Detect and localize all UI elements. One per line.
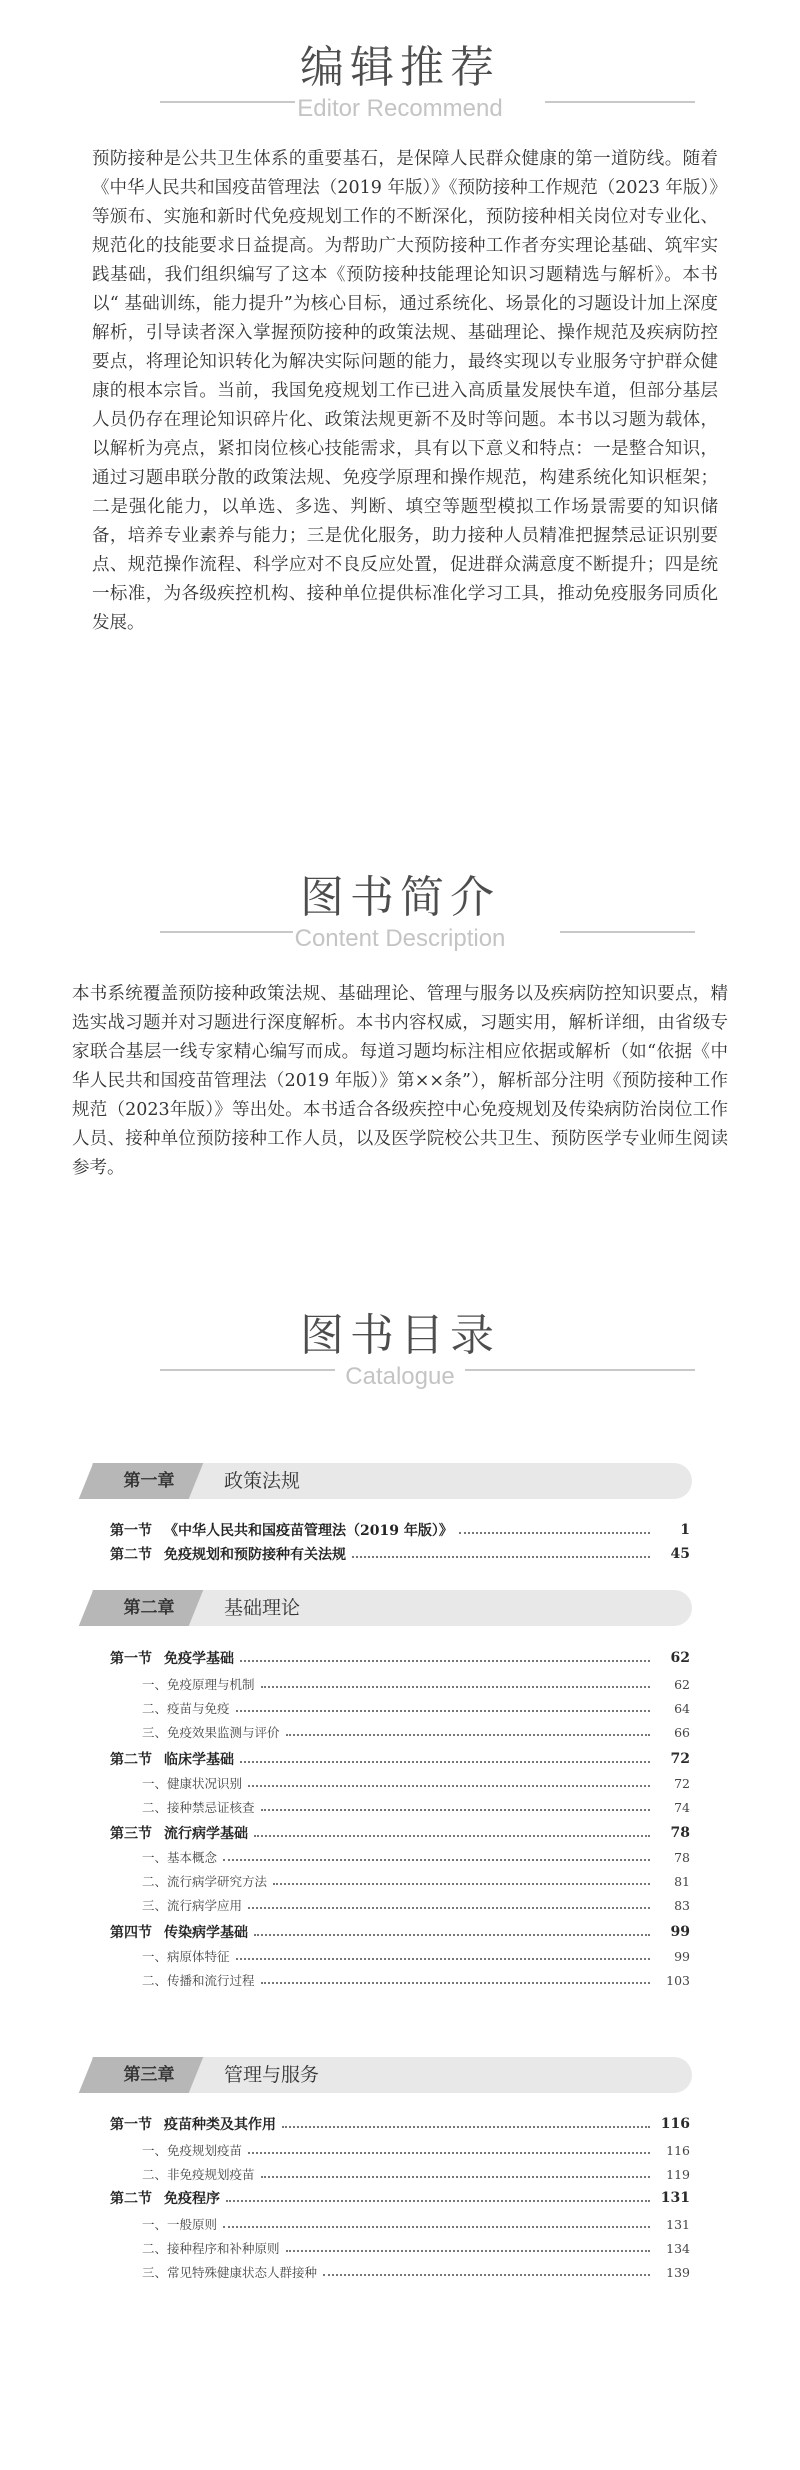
editor-subtitle: Editor Recommend [297,95,503,122]
toc-page-number: 99 [670,1924,690,1940]
editor-title: 编辑推荐 [300,42,500,93]
catalogue-header [0,1310,800,1392]
toc-leader-dots [254,1934,650,1936]
editor-header [0,42,800,124]
toc-page-number: 64 [674,1700,690,1716]
toc-subsection-row [110,2139,690,2161]
editor-subtitle-row [0,94,800,124]
toc-entry-label: 二、流行病学研究方法 [142,1874,268,1889]
toc-entry-label: 二、接种禁忌证核查 [142,1800,255,1815]
toc-entry-label: 传染病学基础 [164,1925,248,1941]
divider-line [465,1369,695,1371]
toc-entry-label: 免疫学基础 [164,1651,234,1667]
toc-entry-label: 免疫规划和预防接种有关法规 [164,1547,346,1563]
toc-entry-label: 二、非免疫规划疫苗 [142,2167,255,2182]
toc-entry-label: 二、传播和流行过程 [142,1973,255,1988]
toc-page-number: 66 [674,1724,690,1740]
toc-leader-dots [323,2274,650,2276]
toc-leader-dots [226,2200,650,2202]
chapter-number: 第三章 [123,2065,175,2085]
divider-line [160,1369,335,1371]
toc-leader-dots [273,1883,650,1885]
toc-entry-label: 一、一般原则 [142,2217,218,2232]
toc-subsection-row [110,2237,690,2259]
catalogue-subtitle-row [0,1362,800,1392]
catalogue-subtitle: Catalogue [345,1363,455,1390]
toc-section-number: 第二节 [110,1752,152,1768]
toc-page-number: 131 [666,2216,690,2232]
toc-page-number: 99 [674,1948,690,1964]
toc-page-number: 78 [674,1849,690,1865]
chapter-name: 管理与服务 [224,2064,320,2086]
toc-page-number: 131 [660,2190,690,2206]
divider-line [545,101,695,103]
toc-entry-label: 三、常见特殊健康状态人群接种 [142,2265,318,2280]
chapter-header [92,1590,692,1626]
toc-entry-label: 疫苗种类及其作用 [164,2117,276,2133]
toc-page-number: 72 [674,1775,690,1791]
toc-section-number: 第一节 [110,1523,152,1539]
toc-entry-label: 一、健康状况识别 [142,1776,243,1791]
toc-page-number: 119 [666,2166,690,2182]
toc-entry-label: 一、病原体特征 [142,1949,230,1964]
catalogue-title: 图书目录 [300,1310,500,1361]
toc-subsection-row [110,2163,690,2185]
toc-entry-label: 《中华人民共和国疫苗管理法（2019 年版）》 [164,1523,453,1539]
toc-page-number: 72 [670,1751,690,1767]
toc-page-number: 45 [670,1546,690,1562]
toc-entry-label: 一、免疫原理与机制 [142,1677,255,1692]
toc-subsection-row [110,1772,690,1794]
toc-page-number: 134 [666,2240,690,2256]
toc-leader-dots [248,1785,650,1787]
toc-page-number: 81 [674,1873,690,1889]
toc-leader-dots [286,1734,650,1736]
toc-subsection-row [110,1846,690,1868]
toc-leader-dots [223,1859,650,1861]
toc-page-number: 62 [674,1676,690,1692]
chapter-number: 第一章 [123,1471,175,1491]
intro-subtitle: Content Description [294,925,506,952]
toc-leader-dots [282,2126,650,2128]
toc-entry-label: 二、疫苗与免疫 [142,1701,230,1716]
toc-section-row [110,1921,690,1943]
chapter-name: 基础理论 [224,1597,301,1619]
toc-section-row [110,2113,690,2135]
toc-entry-label: 二、接种程序和补种原则 [142,2241,280,2256]
toc-entry-label: 免疫程序 [164,2191,220,2207]
chapter-header [92,2057,692,2093]
toc-section-row [110,1543,690,1565]
toc-subsection-row [110,1894,690,1916]
toc-entry-label: 流行病学基础 [164,1826,248,1842]
toc-page-number: 78 [670,1825,690,1841]
toc-leader-dots [223,2226,650,2228]
toc-section-number: 第四节 [110,1925,152,1941]
toc-leader-dots [352,1556,650,1558]
toc-section-number: 第二节 [110,2191,152,2207]
toc-subsection-row [110,2213,690,2235]
toc-leader-dots [240,1660,650,1662]
toc-section-row [110,1519,690,1541]
toc-page-number: 116 [660,2116,690,2132]
toc-entry-label: 三、免疫效果监测与评价 [142,1725,280,1740]
divider-line [560,931,695,933]
toc-leader-dots [261,2176,650,2178]
toc-section-row [110,1748,690,1770]
toc-leader-dots [240,1761,650,1763]
toc-subsection-row [110,1697,690,1719]
intro-header [0,872,800,954]
toc-page-number: 103 [666,1972,690,1988]
toc-section-number: 第一节 [110,2117,152,2133]
toc-leader-dots [286,2250,650,2252]
toc-subsection-row [110,1945,690,1967]
toc-subsection-row [110,1969,690,1991]
toc-entry-label: 临床学基础 [164,1752,234,1768]
toc-leader-dots [248,1907,650,1909]
toc-subsection-row [110,2261,690,2283]
toc-section-row [110,2187,690,2209]
intro-body: 本书系统覆盖预防接种政策法规、基础理论、管理与服务以及疾病防控知识要点，精选实战习题并对习题进行深度解析。本书内容权威，习题实用，解析详细，由省级专家联合基层一线专家精心编写而成。每道习题均标注相应依据或解析（如“依据《中华人民共和国疫苗管理法（2019 年版）》第××条”），解析部分注明《预防接种工作规范（2023年版）》等出处。本书适合各级疾控中心免疫规划及传染病防治岗位工作人员、接种单位预防接种工作人员，以及医学院校公共卫生、预防医学专业师生阅读参考。 [72,984,728,1178]
chapter-number: 第二章 [123,1598,175,1618]
toc-entry-label: 一、免疫规划疫苗 [142,2143,243,2158]
toc-leader-dots [459,1532,650,1534]
editor-body: 预防接种是公共卫生体系的重要基石，是保障人民群众健康的第一道防线。随着《中华人民共和国疫苗管理法（2019 年版）》《预防接种工作规范（2023 年版）》等颁布、实施和新时代免疫规划工作的不断深化，预防接种相关岗位对专业化、规范化的技能要求日益提高。为帮助广大预防接种工作者夯实理论基础、筑牢实践基础，我们组织编写了这本《预防接种技能理论知识习题精选与解析》。本书以“ 基础训练，能力提升”为核心目标，通过系统化、场景化的习题设计加上深度解析，引导读者深入掌握预防接种的政策法规、基础理论、操作规范及疾病防控要点，将理论知识转化为解决实际问题的能力，最终实现以专业服务守护群众健康的根本宗旨。当前，我国免疫规划工作已进入高质量发展快车道，但部分基层人员仍存在理论知识碎片化、政策法规更新不及时等问题。本书以习题为载体，以解析为亮点，紧扣岗位核心技能需求，具有以下意义和特点：一是整合知识，通过习题串联分散的政策法规、免疫学原理和操作规范，构建系统化知识框架；二是强化能力，以单选、多选、判断、填空等题型模拟工作场景需要的知识储备，培养专业素养与能力；三是优化服务，助力接种人员精准把握禁忌证识别要点、规范操作流程、科学应对不良反应处置，促进群众满意度不断提升；四是统一标准，为各级疾控机构、接种单位提供标准化学习工具，推动免疫服务同质化发展。 [92,149,718,633]
toc-entry-label: 三、流行病学应用 [142,1898,243,1913]
toc-leader-dots [236,1958,650,1960]
toc-section-row [110,1822,690,1844]
toc-page-number: 139 [666,2264,690,2280]
intro-title: 图书简介 [300,872,500,923]
toc-section-number: 第一节 [110,1651,152,1667]
toc-page-number: 116 [666,2142,690,2158]
toc-leader-dots [248,2152,650,2154]
toc-page-number: 1 [680,1522,690,1538]
toc-leader-dots [236,1710,650,1712]
toc-page-number: 62 [670,1650,690,1666]
toc-entry-label: 一、基本概念 [142,1850,218,1865]
chapter-name: 政策法规 [224,1470,301,1492]
chapter-header [92,1463,692,1499]
toc-leader-dots [261,1809,650,1811]
intro-subtitle-row [0,924,800,954]
toc-page-number: 74 [674,1799,690,1815]
toc-leader-dots [254,1835,650,1837]
toc-subsection-row [110,1796,690,1818]
toc-subsection-row [110,1870,690,1892]
toc-leader-dots [261,1982,650,1984]
toc-section-number: 第二节 [110,1547,152,1563]
toc-subsection-row [110,1721,690,1743]
toc-leader-dots [261,1686,650,1688]
toc-page-number: 83 [674,1897,690,1913]
toc-subsection-row [110,1673,690,1695]
toc-section-number: 第三节 [110,1826,152,1842]
toc-section-row [110,1647,690,1669]
